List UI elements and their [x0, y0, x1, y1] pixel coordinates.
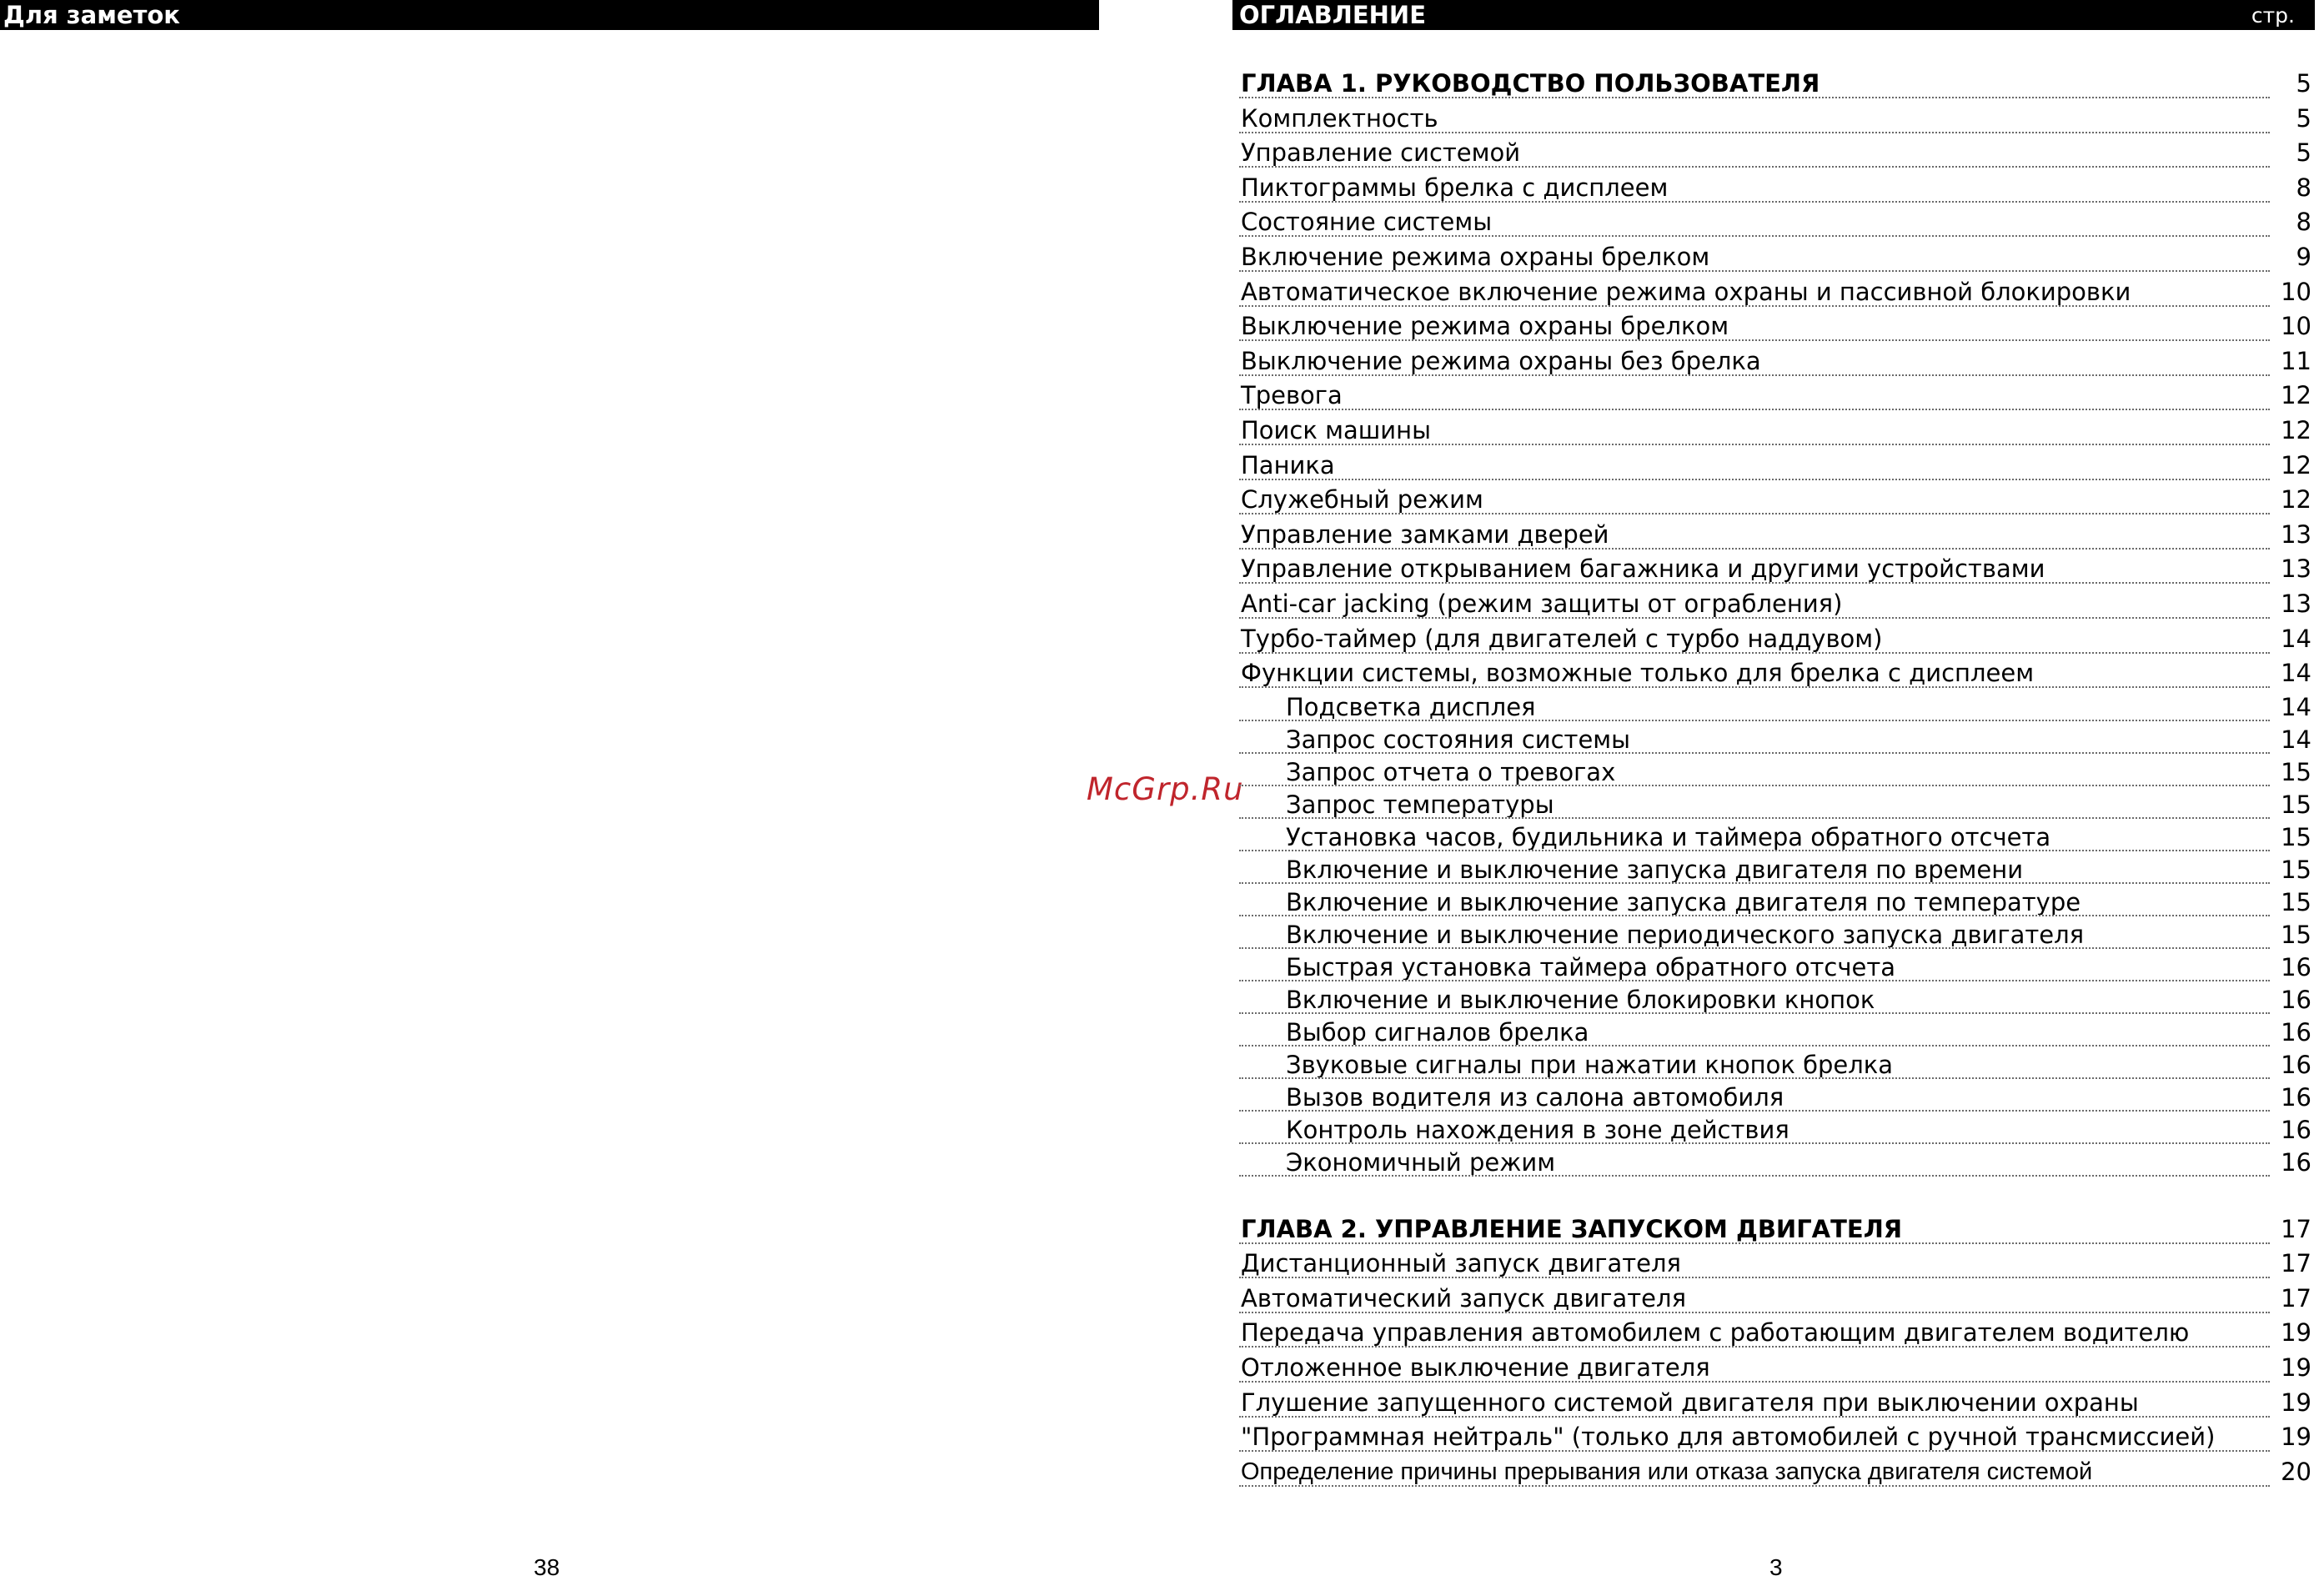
toc-page-number: 15	[2281, 790, 2311, 819]
toc-title: Управление замками дверей	[1239, 518, 2270, 550]
toc-title: Паника	[1239, 449, 2270, 480]
toc-page-number: 17	[2281, 1283, 2311, 1312]
toc-entry	[1239, 1420, 2315, 1455]
toc-title: Вызов водителя из салона автомобиля	[1239, 1082, 2270, 1112]
toc-title: ГЛАВА 1. РУКОВОДСТВО ПОЛЬЗОВАТЕЛЯ	[1239, 67, 2270, 98]
toc-page-number: 20	[2281, 1457, 2311, 1486]
toc-page-number: 14	[2281, 659, 2311, 688]
table-of-contents	[1239, 67, 2315, 1489]
toc-entry	[1239, 275, 2315, 310]
toc-subentry	[1239, 886, 2315, 919]
toc-page-number: 12	[2281, 485, 2311, 514]
contents-title: ОГЛАВЛЕНИЕ	[1239, 1, 1427, 29]
toc-title: Включение режима охраны брелком	[1239, 240, 2270, 272]
toc-entry	[1239, 136, 2315, 171]
toc-entry	[1239, 587, 2315, 622]
toc-page-number: 13	[2281, 519, 2311, 549]
toc-page-number: 17	[2281, 1249, 2311, 1278]
toc-entry	[1239, 1316, 2315, 1351]
toc-subentry	[1239, 1049, 2315, 1082]
toc-page-number: 16	[2281, 1017, 2311, 1046]
toc-subentry	[1239, 1114, 2315, 1147]
toc-title: Запрос отчета о тревогах	[1239, 756, 2270, 786]
toc-title: Поиск машины	[1239, 414, 2270, 445]
toc-title: Комплектность	[1239, 102, 2270, 133]
toc-title: Включение и выключение блокировки кнопок	[1239, 984, 2270, 1014]
toc-entry	[1239, 1455, 2315, 1490]
toc-title: Отложенное выключение двигателя	[1239, 1351, 2270, 1383]
toc-page-number: 16	[2281, 1050, 2311, 1079]
toc-page-number: 13	[2281, 555, 2311, 584]
toc-entry	[1239, 344, 2315, 379]
toc-subentry	[1239, 821, 2315, 854]
toc-entry	[1239, 1386, 2315, 1421]
toc-subentry	[1239, 1082, 2315, 1114]
toc-chapter	[1239, 1212, 2315, 1247]
toc-title: Звуковые сигналы при нажатии кнопок брелка	[1239, 1049, 2270, 1079]
toc-entry	[1239, 656, 2315, 691]
toc-page-number: 8	[2296, 208, 2311, 237]
toc-page-number: 15	[2281, 822, 2311, 851]
toc-page-number: 19	[2281, 1353, 2311, 1383]
toc-title: Выбор сигналов брелка	[1239, 1016, 2270, 1046]
toc-title: Установка часов, будильника и таймера обратного отсчета	[1239, 821, 2270, 851]
toc-title: Функции системы, возможные только для брелка с дисплеем	[1239, 656, 2270, 688]
toc-page-number: 17	[2281, 1214, 2311, 1243]
toc-title: Глушение запущенного системой двигателя при выключении охраны	[1239, 1386, 2270, 1418]
toc-title: Автоматическое включение режима охраны и пассивной блокировки	[1239, 275, 2270, 307]
toc-page-number: 16	[2281, 985, 2311, 1014]
toc-title: ГЛАВА 2. УПРАВЛЕНИЕ ЗАПУСКОМ ДВИГАТЕЛЯ	[1239, 1212, 2270, 1244]
toc-subentry	[1239, 756, 2315, 789]
toc-page-number: 11	[2281, 346, 2311, 375]
toc-page-number: 5	[2296, 69, 2311, 98]
toc-title: "Программная нейтраль" (только для автомобилей с ручной трансмиссией)	[1239, 1420, 2270, 1452]
toc-title: Включение и выключение периодического запуска двигателя	[1239, 919, 2270, 949]
toc-page-number: 15	[2281, 855, 2311, 884]
toc-title: Включение и выключение запуска двигателя по времени	[1239, 854, 2270, 884]
contents-header	[1232, 0, 2315, 30]
toc-entry	[1239, 102, 2315, 137]
toc-title: Турбо-таймер (для двигателей с турбо наддувом)	[1239, 622, 2270, 654]
toc-entry	[1239, 552, 2315, 587]
toc-page-number: 19	[2281, 1318, 2311, 1348]
toc-entry	[1239, 1247, 2315, 1282]
toc-entry	[1239, 309, 2315, 344]
toc-entry	[1239, 171, 2315, 206]
left-page	[0, 0, 1101, 1580]
toc-entry	[1239, 379, 2315, 414]
toc-page-number: 8	[2296, 173, 2311, 202]
watermark: McGrp.Ru	[1087, 771, 1244, 807]
right-page	[1232, 0, 2324, 1580]
toc-title: Подсветка дисплея	[1239, 691, 2270, 721]
toc-title: Передача управления автомобилем с работающим двигателем водителю	[1239, 1316, 2270, 1348]
toc-page-number: 19	[2281, 1423, 2311, 1452]
toc-subentry	[1239, 854, 2315, 886]
toc-page-number: 12	[2281, 381, 2311, 410]
toc-entry	[1239, 449, 2315, 484]
left-page-number: 38	[534, 1554, 560, 1580]
toc-page-number: 10	[2281, 277, 2311, 306]
toc-title: Включение и выключение запуска двигателя по температуре	[1239, 886, 2270, 916]
toc-entry	[1239, 1282, 2315, 1317]
toc-page-number: 14	[2281, 725, 2311, 754]
toc-page-number: 12	[2281, 415, 2311, 444]
toc-subentry	[1239, 789, 2315, 821]
toc-spacer	[1239, 1179, 2315, 1212]
toc-page-number: 13	[2281, 589, 2311, 618]
toc-title: Пиктограммы брелка с дисплеем	[1239, 171, 2270, 203]
notes-header: Для заметок	[0, 0, 1099, 30]
toc-page-number: 16	[2281, 952, 2311, 981]
toc-page-number: 5	[2296, 103, 2311, 133]
toc-page-number: 14	[2281, 692, 2311, 721]
toc-title: Состояние системы	[1239, 205, 2270, 237]
toc-title: Тревога	[1239, 379, 2270, 410]
toc-entry	[1239, 622, 2315, 657]
toc-page-number: 15	[2281, 887, 2311, 916]
toc-page-number: 16	[2281, 1147, 2311, 1177]
toc-entry	[1239, 240, 2315, 275]
toc-subentry	[1239, 1016, 2315, 1049]
toc-subentry	[1239, 984, 2315, 1016]
toc-title: Быстрая установка таймера обратного отсчета	[1239, 951, 2270, 981]
toc-subentry	[1239, 951, 2315, 984]
toc-page-number: 15	[2281, 757, 2311, 786]
toc-title: Служебный режим	[1239, 483, 2270, 514]
toc-page-number: 15	[2281, 920, 2311, 949]
toc-page-number: 16	[2281, 1115, 2311, 1144]
toc-subentry	[1239, 691, 2315, 724]
toc-title: Определение причины прерывания или отказа запуска двигателя системой	[1239, 1455, 2270, 1487]
toc-title: Запрос состояния системы	[1239, 724, 2270, 754]
toc-title: Anti-car jacking (режим защиты от ограбления)	[1239, 587, 2270, 619]
toc-title: Автоматический запуск двигателя	[1239, 1282, 2270, 1313]
toc-entry	[1239, 518, 2315, 553]
toc-page-number: 9	[2296, 242, 2311, 271]
toc-page-number: 14	[2281, 624, 2311, 653]
toc-title: Запрос температуры	[1239, 789, 2270, 819]
toc-title: Управление открыванием багажника и другими устройствами	[1239, 552, 2270, 584]
toc-chapter	[1239, 67, 2315, 102]
toc-entry	[1239, 1351, 2315, 1386]
toc-title: Выключение режима охраны брелком	[1239, 309, 2270, 341]
toc-title: Контроль нахождения в зоне действия	[1239, 1114, 2270, 1144]
toc-subentry	[1239, 724, 2315, 756]
toc-page-number: 19	[2281, 1388, 2311, 1417]
toc-entry	[1239, 483, 2315, 518]
right-page-number: 3	[1769, 1554, 1783, 1580]
toc-title: Дистанционный запуск двигателя	[1239, 1247, 2270, 1278]
toc-title: Экономичный режим	[1239, 1147, 2270, 1177]
toc-page-number: 5	[2296, 138, 2311, 168]
page-column-label: стр.	[2251, 3, 2295, 28]
toc-title: Выключение режима охраны без брелка	[1239, 344, 2270, 376]
toc-title: Управление системой	[1239, 136, 2270, 168]
toc-page-number: 10	[2281, 312, 2311, 341]
toc-entry	[1239, 205, 2315, 240]
toc-page-number: 12	[2281, 450, 2311, 479]
toc-page-number: 16	[2281, 1082, 2311, 1112]
toc-subentry	[1239, 1147, 2315, 1179]
toc-entry	[1239, 414, 2315, 449]
toc-subentry	[1239, 919, 2315, 951]
